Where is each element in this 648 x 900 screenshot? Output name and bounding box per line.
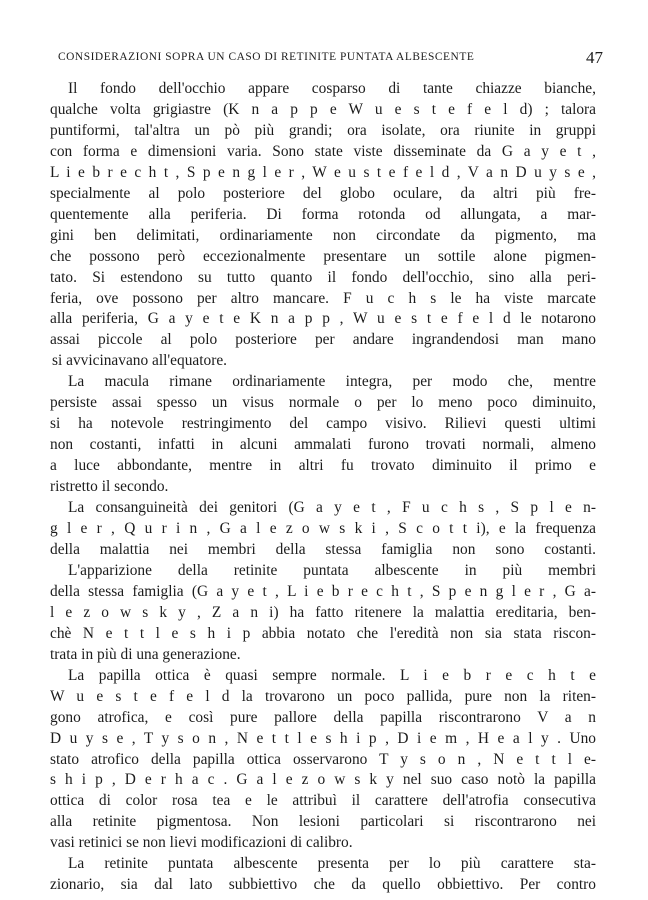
text-line: qualche volta grigiastre (K n a p p e W u e s t e f e l d) ; talora bbox=[50, 100, 596, 118]
text-line: feria, ove possono per altro mancare. F u c h s le ha viste marcate bbox=[50, 289, 596, 307]
text-line: Il fondo dell'occhio appare cosparso di tante chiazze bianche, bbox=[68, 80, 596, 97]
text-line: assai piccole al polo posteriore per andare ingrandendosi man mano bbox=[50, 331, 596, 349]
text-line: s h i p , D e r h a c . G a l e z o w s k y nel suo caso notò la papilla bbox=[50, 771, 596, 789]
text-line: trata in più di una generazione. bbox=[50, 645, 241, 663]
text-line: non costanti, infatti in alcuni ammalati furono trovati normali, almeno bbox=[50, 436, 596, 454]
text-line: gini ben delimitati, ordinariamente non circondate da pigmento, ma bbox=[50, 226, 596, 244]
text-line: chè N e t t l e s h i p abbia notato che l'eredità non sia stata riscon- bbox=[50, 624, 596, 642]
running-title: CONSIDERAZIONI SOPRA UN CASO DI RETINITE PUNTATA ALBESCENTE bbox=[58, 51, 475, 63]
text-line: quentemente alla periferia. Di forma rotonda od allungata, a mar- bbox=[50, 205, 596, 223]
text-line: zionario, sia dal lato subbiettivo che da quello obbiettivo. Per contro bbox=[50, 876, 596, 894]
body-text bbox=[50, 79, 596, 896]
text-line: La consanguineità dei genitori (G a y e t , F u c h s , S p l e n- bbox=[68, 499, 596, 517]
text-line: tato. Si estendono su tutto quanto il fondo dell'occhio, sino alla peri- bbox=[50, 268, 596, 286]
text-line: La macula rimane ordinariamente integra, per modo che, mentre bbox=[68, 373, 596, 391]
running-header bbox=[58, 48, 603, 68]
text-line: W u e s t e f e l d la trovarono un poco pallida, pure non la riten- bbox=[50, 687, 596, 705]
text-line: La retinite puntata albescente presenta per lo più carattere sta- bbox=[68, 855, 596, 873]
text-line: l e z o w s k y , Z a n i) ha fatto ritenere la malattia ereditaria, ben- bbox=[50, 603, 596, 621]
text-line: vasi retinici se non lievi modificazioni di calibro. bbox=[50, 834, 353, 852]
text-line: della malattia nei membri della stessa famiglia non sono costanti. bbox=[50, 540, 596, 558]
text-line: g l e r , Q u r i n , G a l e z o w s k i , S c o t t i), e la frequenza bbox=[50, 520, 596, 538]
text-line: specialmente al polo posteriore del globo oculare, da altri più fre- bbox=[50, 184, 596, 202]
text-line: con forma e dimensioni varia. Sono state viste disseminate da G a y e t , bbox=[50, 142, 596, 160]
text-line: ristretto il secondo. bbox=[50, 478, 169, 496]
text-line: gono atrofica, e così pure pallore della papilla riscontrarono V a n bbox=[50, 708, 596, 726]
text-line: che possono però eccezionalmente presentare un sottile alone pigmen- bbox=[50, 247, 596, 265]
text-line: a luce abbondante, mentre in altri fu trovato diminuito il primo e bbox=[50, 457, 596, 475]
text-line: alla retinite pigmentosa. Non lesioni particolari si riscontrarono nei bbox=[50, 813, 596, 831]
page-number: 47 bbox=[586, 48, 603, 67]
text-line: della stessa famiglia (G a y e t , L i e b r e c h t , S p e n g l e r , G a- bbox=[50, 582, 596, 600]
text-line: persiste assai spesso un visus normale o per lo meno poco diminuito, bbox=[50, 394, 596, 412]
text-line: si avvicinavano all'equatore. bbox=[52, 352, 227, 370]
text-line: La papilla ottica è quasi sempre normale. L i e b r e c h t e bbox=[68, 666, 596, 684]
text-line: L i e b r e c h t , S p e n g l e r , W e u s t e f e l d , V a n D u y s e , bbox=[50, 163, 596, 181]
text-line: stato atrofico della papilla ottica osservarono T y s o n , N e t t l e- bbox=[50, 750, 596, 768]
text-line: ottica di color rosa tea e le attribuì il carattere dell'atrofia consecutiva bbox=[50, 792, 596, 810]
text-line: D u y s e , T y s o n , N e t t l e s h i p , D i e m , H e a l y . Uno bbox=[50, 729, 596, 747]
text-line: si ha notevole restringimento del campo visivo. Rilievi questi ultimi bbox=[50, 415, 596, 433]
text-line: L'apparizione della retinite puntata albescente in più membri bbox=[68, 561, 596, 579]
text-line: alla periferia, G a y e t e K n a p p , W u e s t e f e l d le notarono bbox=[50, 310, 596, 328]
text-line: puntiformi, tal'altra un pò più grandi; ora isolate, ora riunite in gruppi bbox=[50, 121, 596, 139]
